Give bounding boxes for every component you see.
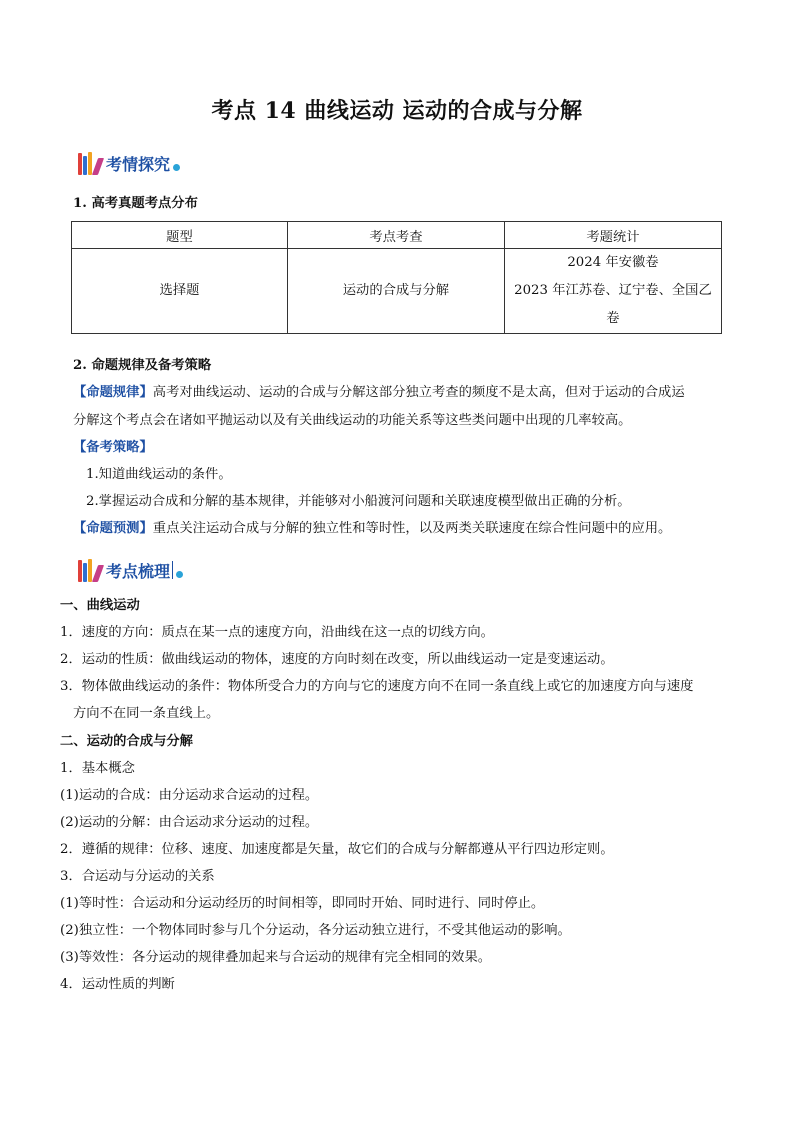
section-label: 考点梳理 — [106, 561, 171, 581]
part2-line: 4．运动性质的判断 — [60, 977, 175, 992]
section-label: 考情探究 — [106, 154, 171, 174]
table-header-row — [72, 222, 722, 249]
part2-line: (1)运动的合成：由分运动求合运动的过程。 — [60, 788, 319, 803]
strategy-item: 1.知道曲线运动的条件。 — [86, 467, 232, 482]
section-header-exam-analysis — [78, 148, 180, 178]
part2-line: (1)等时性：合运动和分运动经历的时间相等，即同时开始、同时进行、同时停止。 — [60, 896, 545, 911]
strategy-tag: 【备考策略】 — [73, 440, 153, 455]
section-header-key-points — [78, 555, 183, 585]
part2-line: (3)等效性：各分运动的规律叠加起来与合运动的规律有完全相同的效果。 — [60, 950, 492, 965]
predict-paragraph: 【命题预测】重点关注运动合成与分解的独立性和等时性，以及两类关联速度在综合性问题中的应用。 — [73, 521, 672, 536]
part1-item-continued: 方向不在同一条直线上。 — [73, 706, 220, 721]
rule-paragraph-line: 【命题规律】高考对曲线运动、运动的合成与分解这部分独立考查的频度不是太高，但对于运动的合成运 — [73, 385, 685, 400]
predict-tag: 【命题预测】 — [73, 521, 153, 536]
stats-line: 2023 年江苏卷、辽宁卷、全国乙 — [514, 283, 712, 298]
part2-line: (2)运动的分解：由合运动求分运动的过程。 — [60, 815, 319, 830]
stats-line: 2024 年安徽卷 — [567, 255, 659, 270]
part1-item: 1．速度的方向：质点在某一点的速度方向，沿曲线在这一点的切线方向。 — [60, 625, 494, 640]
rule-tag: 【命题规律】 — [73, 385, 153, 400]
distribution-table — [71, 221, 722, 334]
table-cell-stats — [504, 249, 721, 334]
part1-item: 3．物体做曲线运动的条件：物体所受合力的方向与它的速度方向不在同一条直线上或它的加速度方向与速度 — [60, 679, 694, 694]
text-cursor — [172, 561, 173, 579]
part2-heading: 二、运动的合成与分解 — [60, 734, 193, 749]
table-cell-point: 运动的合成与分解 — [287, 249, 504, 334]
rule-paragraph-line: 分解这个考点会在诸如平抛运动以及有关曲线运动的功能关系等这些类问题中出现的几率较高。 — [73, 413, 632, 428]
strategy-item: 2.掌握运动合成和分解的基本规律，并能够对小船渡河问题和关联速度模型做出正确的分析。 — [86, 494, 631, 509]
column-header: 考题统计 — [504, 222, 721, 249]
page-title: 考点 14 曲线运动 运动的合成与分解 — [211, 98, 583, 124]
column-header: 考点考查 — [287, 222, 504, 249]
table-cell-type: 选择题 — [72, 249, 288, 334]
books-icon — [78, 558, 102, 582]
subheading-distribution: 1. 高考真题考点分布 — [73, 196, 198, 211]
part2-line: 2．遵循的规律：位移、速度、加速度都是矢量，故它们的合成与分解都遵从平行四边形定则。 — [60, 842, 614, 857]
part2-line: 3．合运动与分运动的关系 — [60, 869, 215, 884]
part2-line: 1．基本概念 — [60, 761, 135, 776]
books-icon — [78, 151, 102, 175]
part1-item: 2．运动的性质：做曲线运动的物体，速度的方向时刻在改变，所以曲线运动一定是变速运动。 — [60, 652, 614, 667]
part2-line: (2)独立性：一个物体同时参与几个分运动，各分运动独立进行，不受其他运动的影响。 — [60, 923, 571, 938]
part1-heading: 一、曲线运动 — [60, 598, 140, 613]
dot-icon — [176, 571, 183, 578]
stats-line: 卷 — [606, 311, 620, 326]
subheading-rules: 2. 命题规律及备考策略 — [73, 358, 212, 373]
column-header: 题型 — [72, 222, 288, 249]
dot-icon — [173, 164, 180, 171]
table-row — [72, 249, 722, 334]
